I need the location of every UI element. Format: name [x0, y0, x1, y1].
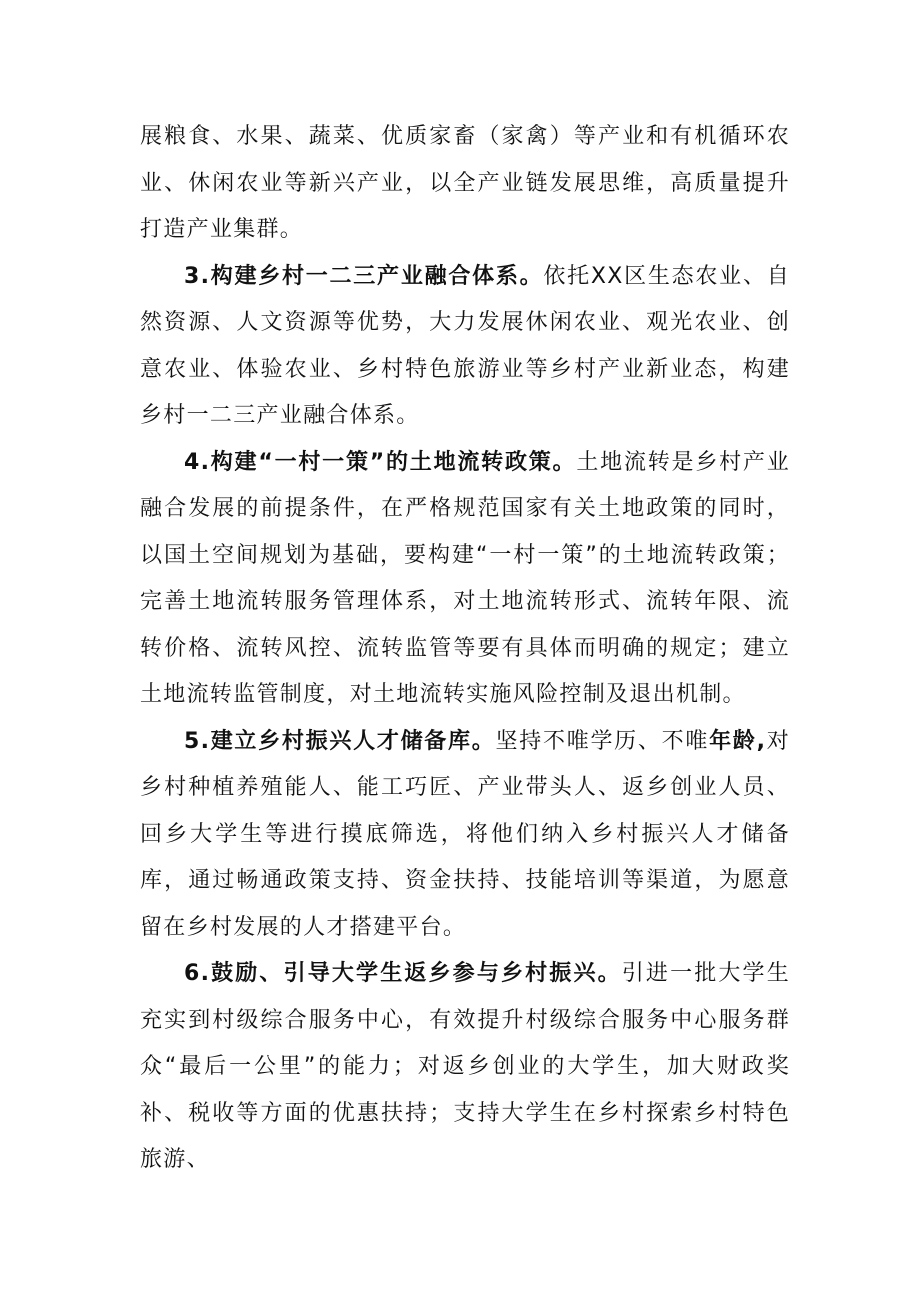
- item-heading: .构建“一村一策”的土地流转政策。: [200, 449, 577, 475]
- item-body: 土地流转是乡村产业融合发展的前提条件，在严格规范国家有关土地政策的同时，以国土空间规划为基础，要构建“一村一策”的土地流转政策；完善土地流转服务管理体系，对土地流转形式、流转年限、流转价格、流转风控、流转监管等要有具体而明确的规定；建立土地流转监管制度，对土地流转实施风险控制及退出机制。: [140, 449, 790, 707]
- item-body: 引进一批大学生充实到村级综合服务中心，有效提升村级综合服务中心服务群众“最后一公里”的能力；对返乡创业的大学生，加大财政奖补、税收等方面的优惠扶持；支持大学生在乡村探索乡村特色旅游、: [140, 961, 790, 1172]
- paragraph-text: 展粮食、水果、蔬菜、优质家畜（家禽）等产业和有机循环农业、休闲农业等新兴产业，以全产业链发展思维，高质量提升打造产业集群。: [140, 124, 790, 242]
- item-number: 6: [184, 961, 201, 986]
- item-body: 对乡村种植养殖能人、能工巧匠、产业带头人、返乡创业人员、回乡大学生等进行摸底筛选，将他们纳入乡村振兴人才储备库，通过畅通政策支持、资金扶持、技能培训等渠道，为愿意留在乡村发展的人才搭建平台。: [140, 728, 790, 940]
- paragraph-item-6: [140, 951, 790, 1184]
- paragraph-item-5: [140, 719, 790, 952]
- item-body: 依托XX区生态农业、自然资源、人文资源等优势，大力发展休闲农业、观光农业、创意农业、体验农业、乡村特色旅游业等乡村产业新业态，构建乡村一二三产业融合体系。: [140, 263, 791, 428]
- item-body-emphasis: 年龄,: [709, 728, 767, 754]
- item-number: 5: [184, 728, 201, 754]
- item-heading: .建立乡村振兴人才储备库。: [200, 728, 496, 754]
- item-heading: .构建乡村一二三产业融合体系。: [200, 263, 544, 289]
- paragraph-continuation: [140, 114, 790, 254]
- item-number: 4: [184, 449, 201, 475]
- paragraph-item-4: [140, 440, 790, 719]
- item-body: 坚持不唯学历、不唯: [495, 728, 710, 754]
- item-heading: .鼓励、引导大学生返乡参与乡村振兴。: [200, 961, 622, 986]
- item-number: 3: [184, 263, 201, 289]
- paragraph-item-3: [140, 254, 790, 440]
- document-body: [140, 114, 790, 1184]
